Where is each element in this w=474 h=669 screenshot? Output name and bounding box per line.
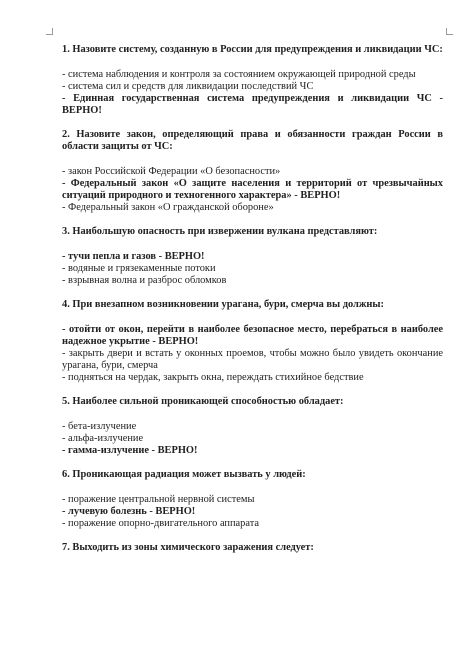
question-block-6 — [62, 469, 443, 530]
answer-5-c: - гамма-излучение - ВЕРНО! — [62, 445, 198, 456]
question-5: 5. Наиболее сильной проникающей способностью обладает: — [62, 396, 344, 407]
answer-2-a: - закон Российской Федерации «О безопасности» — [62, 166, 281, 177]
answer-6-b: - лучевую болезнь - ВЕРНО! — [62, 506, 196, 517]
question-4: 4. При внезапном возникновении урагана, бури, смерча вы должны: — [62, 299, 384, 310]
question-block-1 — [62, 44, 443, 117]
question-block-4 — [62, 299, 443, 384]
question-block-3 — [62, 226, 443, 287]
question-3: 3. Наибольшую опасность при извержении вулкана представляют: — [62, 226, 378, 237]
answer-4-c: - подняться на чердак, закрыть окна, переждать стихийное бедствие — [62, 372, 364, 383]
answer-1-b: - система сил и средств для ликвидации последствий ЧС — [62, 81, 314, 92]
answer-2-b: - Федеральный закон «О защите населения и территорий от чрезвычайных ситуаций природного и техногенного характера» - ВЕРНО! — [62, 178, 443, 201]
answer-4-a: - отойти от окон, перейти в наиболее безопасное место, перебраться в наиболее надежное укрытие - ВЕРНО! — [62, 324, 443, 347]
document-body — [62, 44, 443, 567]
question-2: 2. Назовите закон, определяющий права и обязанности граждан России в области защиты от ЧС: — [62, 129, 443, 152]
question-block-7 — [62, 542, 443, 554]
answer-6-a: - поражение центральной нервной системы — [62, 494, 255, 505]
answer-3-c: - взрывная волна и разброс обломков — [62, 275, 227, 286]
answer-3-b: - водяные и грязекаменные потоки — [62, 263, 216, 274]
answer-1-a: - система наблюдения и контроля за состоянием окружающей природной среды — [62, 69, 416, 80]
question-7: 7. Выходить из зоны химического заражения следует: — [62, 542, 314, 553]
answer-5-b: - альфа-излучение — [62, 433, 144, 444]
answer-2-c: - Федеральный закон «О гражданской обороне» — [62, 202, 274, 213]
answer-1-c: - Единная государственная система предупреждения и ликвидации ЧС - ВЕРНО! — [62, 93, 443, 116]
answer-6-c: - поражение опорно-двигательного аппарата — [62, 518, 259, 529]
crop-mark-top-right — [446, 28, 453, 35]
answer-5-a: - бета-излучение — [62, 421, 137, 432]
question-block-2 — [62, 129, 443, 214]
crop-mark-top-left — [46, 28, 53, 35]
question-1: 1. Назовите систему, созданную в России для предупреждения и ликвидации ЧС: — [62, 44, 443, 55]
answer-3-a: - тучи пепла и газов - ВЕРНО! — [62, 251, 205, 262]
question-6: 6. Проникающая радиация может вызвать у людей: — [62, 469, 306, 480]
answer-4-b: - закрыть двери и встать у оконных проемов, чтобы можно было увидеть окончание урагана, бури, смерча — [62, 348, 443, 371]
question-block-5 — [62, 396, 443, 457]
